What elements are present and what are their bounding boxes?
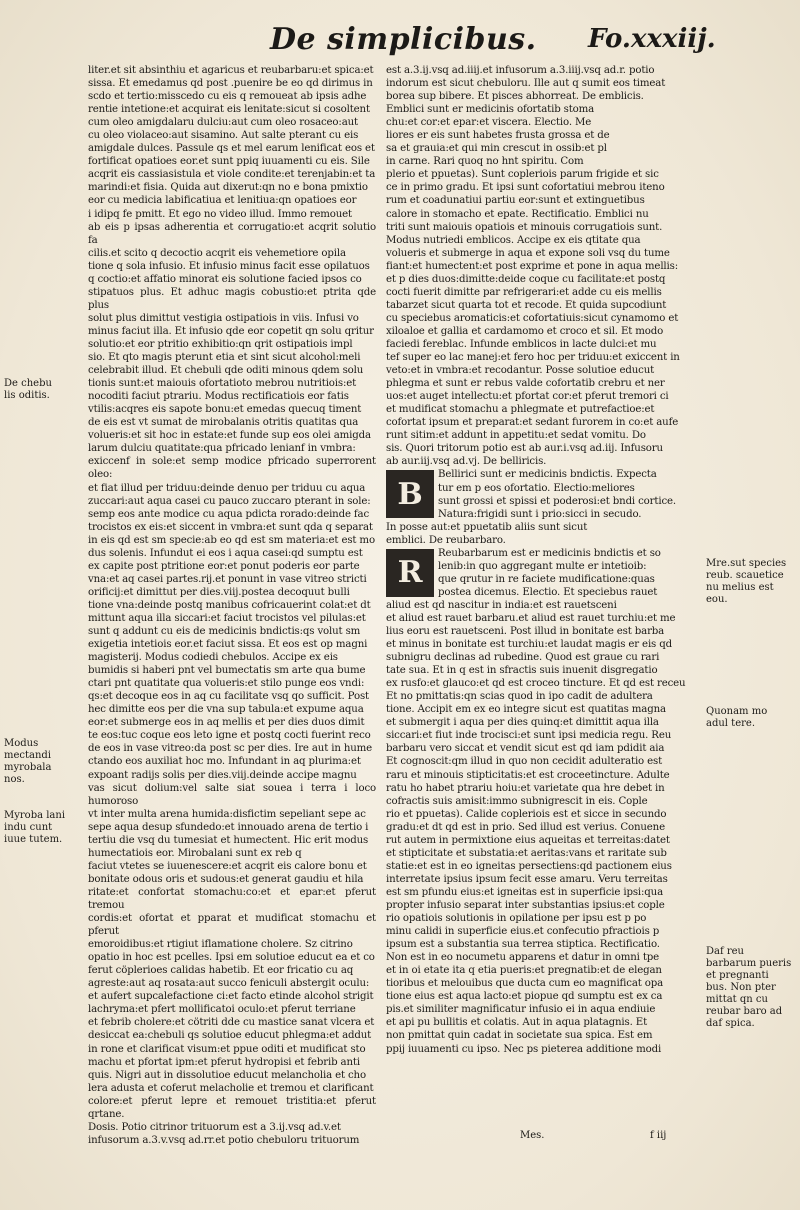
initial-letter-r: R [386,549,434,597]
text-line: lera adusta et coferut melacholie et tremou et clarificant [88,1082,374,1094]
margin-note-quonam: Quonam mo adul tere. [706,706,768,729]
text-line: faciut vtetes se iuuenescere:et acqrit eis calore bonu et [88,860,367,872]
text-line: lius eoru est rauetsceni. Post illud in bonitate est barba [386,626,665,638]
text-line: zuccari:aut aqua casei cu pauco zuccaro pterant in sole: [88,495,371,507]
text-line: ferut cöplerioes calidas habetib. Et eor fricatio cu aq [88,965,354,977]
text-line: rum et coadunatiui partiu eor:sunt et extinguetibus [386,195,645,207]
text-line: expoant radijs solis per dies.viij.deinde accipe magnu [88,769,357,781]
margin-note-myrobalani: Myroba lani indu cunt iuue tutem. [4,810,66,845]
text-line: acqrit eis cassiasistula et viole condite:et terenjabin:et ta [88,169,376,181]
text-line: barbaru vero siccat et vendit sicut est qd iam pdidit aia [386,743,665,755]
text-line: solutio:et eor ptritio exhibitio:qn qrit ostipatiois impl [88,338,353,350]
text-line: desiccat ea:chebuli qs solutioe educut phlegma:et addut [88,1030,372,1042]
text-line: fiant:et humectent:et post exprime et pone in aqua mellis: [386,260,679,272]
text-line: et fiat illud per triduu:deinde denuo per triduu cu aqua [88,482,366,494]
text-line: exiccenf in sole:et semp modice pfricado superrorent oleo: [88,456,376,481]
text-line: cocti fuerit dimitte par refrigerari:et adde cu eis mellis [386,286,662,298]
text-line: tione eius est aqua lacto:et piopue qd sumptu est ex ca [386,991,663,1003]
text-line: pis.et similiter magnificatur infusio ei in aqua endiuie [386,1004,656,1016]
text-line: in carne. Rari quoq no hnt spiritu. Com [386,156,584,168]
text-line: ritate:et confortat stomachu:co:et et epar:et pferut tremou [88,886,376,911]
text-line: hec dimitte eos per die vna sup tabula:et expume aqua [88,704,364,716]
text-line: ex rusfo:et glauco:et qd est croceo tincture. Et qd est receu [386,678,686,690]
text-line: et p dies duos:dimitte:deide coque cu facilitate:et postq [386,273,666,285]
text-line: cum oleo amigdalaru dulciu:aut cum oleo rosaceo:aut [88,117,358,129]
text-line: tertiu die vsq du tumesiat et humectent. Hic erit modus [88,834,369,846]
text-line: celebrabit illud. Et chebuli qde oditi minous qdem solu [88,365,364,377]
text-line: scdo et tertio:misscedo cu eis q remoueat ab ipsis adhe [88,91,367,103]
text-line: de eis est vt sumat de mirobalanis otritis quatitas qua [88,417,359,429]
text-line: Natura:frigidi sunt i prio:sicci in secudo. [438,508,642,520]
right-column-top-text [386,64,700,468]
text-line: vas sicut dolium:vel salte siat souea i terra i loco humoroso [88,782,376,807]
text-line: in eis qd est sm specie:ab eo qd est sm materia:et est mo [88,534,375,546]
text-line: et febrib cholere:et cötriti dde cu mastice sanat vlcera et [88,1017,375,1029]
text-line: tionis sunt:et maiouis ofortatioto mebrou nutritiois:et [88,378,357,390]
text-line: cofractis suis amisit:immo subnigrescit in eis. Cople [386,795,648,807]
text-line: rentie intetione:et acquirat eis lenitate:sicut si cosoltent [88,104,370,116]
text-line: ce in primo gradu. Et ipsi sunt cofortatiui mebrou iteno [386,182,665,194]
text-line: dus solenis. Infundut ei eos i aqua casei:qd sumptu est [88,547,363,559]
text-line: interretate ipsius ipsum fecit esse amaru. Veru terreitas [386,873,668,885]
catchword: Mes. [520,1130,545,1141]
text-line: et submergit i aqua per dies quinq:et dimittit aqua illa [386,717,659,729]
left-text-column [88,64,376,1147]
text-line: In posse aut:et ppuetatib aliis sunt sicut [386,521,588,533]
text-line: ppij iuuamenti cu ipso. Nec ps pieterea additione modi [386,1043,662,1055]
text-line: mittunt aqua illa siccari:et faciut trocistos vel pilulas:et [88,612,366,624]
text-line: bumidis si haberi pnt vel bumectatis sm arte qua bume [88,665,366,677]
text-line: indorum est sicut chebuloru. Ille aut q sumit eos timeat [386,78,666,90]
text-line: que qrutur in re faciete mudificatione:quas [438,573,655,585]
text-line: exigetia intetiois eor.et faciut sissa. Et eos est op magni [88,639,368,651]
quire-signature: f iij [650,1130,667,1141]
text-line: minus faciut illa. Et infusio qde eor copetit qn solu qritur [88,325,374,337]
margin-note-reubarbarum: Mre.sut species reub. scauetice nu melius est eou. [706,558,787,605]
text-line: in rone et clarificat visum:et ppue oditi et mudificat sto [88,1043,366,1055]
text-line: orificij:et dimittut per dies.viij.postea decoquut bulli [88,586,350,598]
text-line: tione. Accipit em ex eo integre sicut est quatitas magna [386,704,666,716]
text-line: non pmittat quin cadat in societate sua spica. Est em [386,1030,653,1042]
text-line: i idipq fe pmitt. Et ego no video illud. Immo remouet [88,208,352,220]
text-line: tione q sola infusio. Et infusio minus facit esse opilatuos [88,260,370,272]
text-line: chu:et cor:et epar:et viscera. Electio. Me [386,117,592,129]
text-line: raru et minouis stipticitatis:et est croceetincture. Adulte [386,769,670,781]
text-line: sunt grossi et spissi et poderosi:et bndi cortice. [438,495,676,507]
text-line: cu speciebus aromaticis:et cofortatiuis:sicut cynamomo et [386,312,679,324]
text-line: Modus nutriedi emblicos. Accipe ex eis qtitate qua [386,234,641,246]
text-line: rio opatiois solutionis in opilatione per ipsu est p po [386,913,647,925]
text-line: Dosis. Potio citrinor trituorum est a 3.ij.vsq ad.v.et [88,1121,341,1133]
text-line: sio. Et qto magis pterunt etia et sint sicut alcohol:meli [88,352,361,364]
text-line: marindi:et fisia. Quida aut dixerut:qn no e bona pmixtio [88,182,368,194]
text-line: sissa. Et emedamus qd post .puenire be eo qd dirimus in [88,78,373,90]
text-line: te eos:tuc coque eos leto igne et postq cocti fuerint reco [88,730,371,742]
text-line: tione vna:deinde postq manibus cofricauerint colat:et dt [88,599,371,611]
text-line: Et no pmittatis:qn scias quod in ipo cadit de adultera [386,691,653,703]
text-line: humectatiois eor. Mirobalani sunt ex reb q [88,847,302,859]
text-line: minu calidi in superficie eius.et confecutio pfractiois p [386,926,660,938]
text-line: runt sitim:et addunt in appetitu:et sedat vomitu. Do [386,430,646,442]
text-line: eor cu medicia labificatiua et lenitiua:qn opatioes eor [88,195,357,207]
text-line: nocoditi faciut ptrariu. Modus rectificatiois eor fatis [88,391,349,403]
text-line: statie:et est in eo igneitas persectiens:qd pactionem eius [386,860,672,872]
right-text-column [386,64,700,1056]
text-line: Emblici sunt er medicinis ofortatib stoma [386,104,595,116]
text-line: sepe aqua desup sfundedo:et innouado arena de tertio i [88,821,369,833]
text-line: borea sup bibere. Et pisces abhorreat. De emblicis. [386,91,644,103]
initial-letter-b: B [386,470,434,518]
text-line: ab eis p ipsas adherentia et corrugatio:et acqrit solutio fa [88,221,376,246]
text-line: et aufert supcalefactione ci:et facto etinde alcohol strigit [88,991,374,1003]
text-line: tef super eo lac manej:et fero hoc per triduu:et exiccent in [386,352,680,364]
text-line: et minus in bonitate est turchiu:et laudat magis er eis qd [386,639,672,651]
text-line: ab aur.iij.vsq ad.vj. De belliricis. [386,456,547,468]
text-line: postea dicemus. Electio. Et speciebus rauet [438,586,658,598]
text-line: et api pu bullitis et colatis. Aut in aqua platagnis. Et [386,1017,648,1029]
reubarbarum-section [386,547,700,1056]
text-line: sa et grauia:et qui min crescut in ossib:et pl [386,143,607,155]
text-line: vt inter multa arena humida:disfictim sepeliant sepe ac [88,808,366,820]
text-line: opatio in hoc est pcelles. Ipsi em solutioe educut ea et co [88,952,375,964]
text-line: est a.3.ij.vsq ad.iiij.et infusorum a.3.iiij.vsq ad.r. potio [386,65,655,76]
text-line: magisterij. Modus codiedi chebulos. Accipe ex eis [88,652,338,664]
text-line: ipsum est a substantia sua terrea stiptica. Rectificatio. [386,939,660,951]
text-line: infusorum a.3.v.vsq ad.rr.et potio chebuloru trituorum [88,1134,360,1146]
text-line: semp eos ante modice cu aqua pdicta rorado:deinde fac [88,508,370,520]
text-line: veto:et in vmbra:et recodantur. Posse solutioe educut [386,365,655,377]
running-header-title: De simplicibus. [270,22,537,57]
text-line: aliud est qd nascitur in india:et est rauetsceni [386,599,617,611]
text-line: rio et ppuetas). Calide copleriois est et sicce in secundo [386,808,667,820]
margin-note-chebulis: De chebu lis oditis. [4,378,52,401]
text-line: volueris:et sit hoc in estate:et funde sup eos olei amigda [88,430,371,442]
text-line: q coctio:et affatio minorat eis solutione facied ipsos co [88,273,362,285]
text-line: et stipticitate et substatia:et aeritas:vans et raritate sub [386,847,667,859]
text-line: xiloaloe et gallia et cardamomo et croco et sil. Et modo [386,325,664,337]
text-line: et mudificat stomachu a phlegmate et putrefactioe:et [386,404,655,416]
text-line: agreste:aut aq rosata:aut succo feniculi abstergit oculu: [88,978,370,990]
text-line: volueris et submerge in aqua et expone soli vsq du tume [386,247,670,259]
text-line: plerio et ppuetas). Sunt copleriois parum frigide et sic [386,169,659,181]
text-line: faciedi fereblac. Infunde emblicos in lacte dulci:et mu [386,338,657,350]
text-line: quis. Nigri aut in dissolutioe educut melancholia et cho [88,1069,366,1081]
text-line: amigdale dulces. Passule qs et mel earum lenificat eos et [88,143,375,155]
margin-note-mirobala: Modus mectandi myrobala nos. [4,738,52,785]
text-line: fortificat opatioes eor.et sunt ppiq iuuamenti cu eis. Sile [88,156,370,168]
text-line: liter.et sit absinthiu et agaricus et reubarbaru:et spica:et [88,65,374,76]
text-line: triti sunt maiouis opatiois et minouis corrugatiois sunt. [386,221,663,233]
text-line: vna:et aq casei partes.rij.et ponunt in vase vitreo stricti [88,573,367,585]
text-line: Reubarbarum est er medicinis bndictis et so [438,547,661,559]
text-line: sis. Quori tritorum potio est ab aur.i.vsq ad.iij. Infusoru [386,443,663,455]
text-line: subnigru declinas ad rubedine. Quod est graue cu rari [386,652,660,664]
right-column-bottom-text [386,547,700,1056]
text-line: est sm pfundu eius:et igneitas est in superficie ipsi:qua [386,886,664,898]
text-line: qs:et decoque eos in aq cu facilitate vsq qo sufficit. Post [88,691,369,703]
text-line: sunt q addunt cu eis de medicinis bndictis:qs volut sm [88,626,361,638]
text-line: emoroidibus:et rtigiut iflamatione cholere. Sz citrino [88,939,353,951]
text-line: tate sua. Et in q est in sfractis suis inuenit disgregatio [386,665,658,677]
text-line: tioribus et melouibus que ducta cum eo magnificat opa [386,978,664,990]
text-line: liores er eis sunt habetes frusta grossa et de [386,130,610,142]
text-line: solut plus dimittut vestigia ostipatiois in viis. Infusi vo [88,312,359,324]
text-line: stipatuos plus. Et adhuc magis cobustio:et ptrita qde plus [88,286,376,311]
text-line: cu oleo violaceo:aut sisamino. Aut salte pterant cu eis [88,130,359,142]
text-line: et in oi etate ita q etia pueris:et pregnatib:et de elegan [386,965,662,977]
text-line: machu et pfortat ipm:et pferut hydropisi et febrib anti [88,1056,360,1068]
text-line: de eos in vase vitreo:da post sc per dies. Ire aut in hume [88,743,373,755]
text-line: ratu ho habet ptrariu hoiu:et varietate qua hre debet in [386,782,665,794]
text-line: bonitate odous oris et sudous:et generat gaudiu et hila [88,873,364,885]
emblici-section [386,468,700,546]
text-line: rut autem in permixtione eius aqueitas et terreitas:datet [386,834,670,846]
text-line: lenib:in quo aggregant multe er intetioib: [438,560,647,572]
text-line: Et cognoscit:qm illud in quo non cecidit adulteratio est [386,756,663,768]
text-line: ctando eos auxiliat hoc mo. Infundant in aq plurima:et [88,756,361,768]
text-line: et aliud est rauet barbaru.et aliud est rauet turchiu:et me [386,612,676,624]
text-line: Bellirici sunt er medicinis bndictis. Expecta [438,469,657,481]
text-line: cofortat ipsum et preparat:et sedant furorem in co:et aufe [386,417,679,429]
text-line: ctari pnt quatitate qua volueris:et stilo punge eos vndi: [88,678,365,690]
text-line: Non est in eo nocumetu apparens et datur in omni tpe [386,952,660,964]
text-line: siccari:et fiut inde trocisci:et sunt ipsi medicia regu. Reu [386,730,672,742]
text-line: uos:et auget intellectu:et pfortat cor:et pferut tremori ci [386,391,669,403]
text-line: larum dulciu quatitate:qua pfricado lenianf in vmbra: [88,443,356,455]
text-line: phlegma et sunt er rebus valde cofortatib crebru et ner [386,378,665,390]
text-line: propter infusio separat inter substantias ipsius:et cople [386,900,665,911]
text-line: gradu:et dt qd est in prio. Sed illud est verius. Conuene [386,821,665,833]
text-line: lachryma:et pfert mollificatoi oculo:et pferut terriane [88,1004,356,1016]
text-line: calore in stomacho et epate. Rectificatio. Emblici nu [386,208,649,220]
text-line: cordis:et ofortat et pparat et mudificat stomachu et pferut [88,913,376,938]
text-line: cilis.et scito q decoctio acqrit eis vehemetiore opila [88,247,346,259]
text-line: tur em p eos ofortatio. Electio:meliores [438,482,635,494]
text-line: colore:et pferut lepre et remouet tristitia:et pferut qrtane. [88,1095,376,1120]
text-line: trocistos ex eis:et siccent in vmbra:et sunt qda q separat [88,521,373,533]
text-line: ex capite post ptritione eor:et ponut poderis eor parte [88,560,360,572]
folio-number: Fo.xxxiij. [588,24,716,54]
text-line: vtilis:acqres eis sapote bonu:et emedas quecuq timent [88,404,362,416]
text-line: emblici. De reubarbaro. [386,534,506,546]
text-line: eor:et submerge eos in aq mellis et per dies duos dimit [88,717,365,729]
margin-note-datur: Daf reu barbarum pueris et pregnanti bus. Non pter mittat qn cu reubar baro ad daf spica. [706,946,792,1029]
text-line: tabarzet sicut quarta tot et recode. Et quida supcodiunt [386,299,667,311]
